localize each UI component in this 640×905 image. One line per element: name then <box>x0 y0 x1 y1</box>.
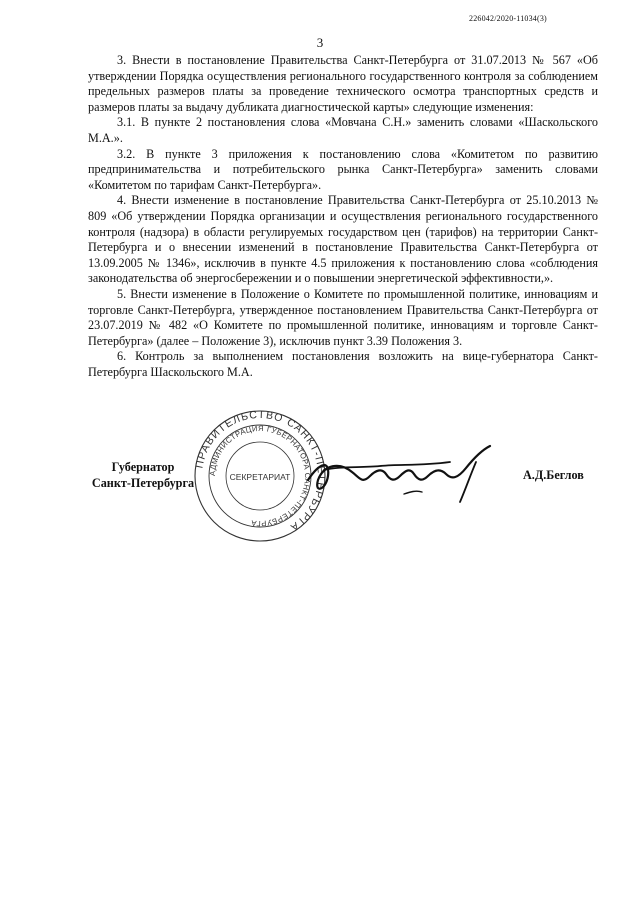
page-number: 3 <box>316 35 324 50</box>
signatory-name: А.Д.Беглов <box>523 468 584 482</box>
paragraph-3-1: 3.1. В пункте 2 постановления слова «Мовчана С.Н.» заменить словами «Шаскольского М.А.». <box>88 115 598 145</box>
document-registration-number: 226042/2020-11034(3) <box>469 14 547 23</box>
document-body <box>88 53 598 380</box>
seal-center-text: СЕКРЕТАРИАТ <box>229 472 291 482</box>
seal-outer-text: ПРАВИТЕЛЬСТВО САНКТ-ПЕТЕРБУРГА <box>193 409 327 534</box>
paragraph-3: 3. Внести в постановление Правительства Санкт-Петербурга от 31.07.2013 № 567 «Об утверждении Порядка осуществления регионального государственного контроля за соблюдением предельных размеров платы за проведение технического осмотра транспортных средств и размеров платы за выдачу дубликата диагностической карты» следующие изменения: <box>88 53 598 114</box>
paragraph-4: 4. Внести изменение в постановление Правительства Санкт-Петербурга от 25.10.2013 № 809 «Об утверждении Порядка организации и осуществления регионального государственного контроля (надзора) в области регулируемых государством цен (тарифов) на территории Санкт-Петербурга и о внесении изменений в постановление Правительства Санкт-Петербурга от 13.09.2005 № 1346», исключив в пункте 4.5 приложения к постановлению слова «соблюдения законодательства об энергосбережении и о повышении энергетической эффективности,». <box>88 193 598 286</box>
signatory-title-line1: Губернатор <box>111 460 175 474</box>
paragraph-5: 5. Внести изменение в Положение о Комитете по промышленной политике, инновациям и торговле Санкт-Петербурга, утвержденное постановлением Правительства Санкт-Петербурга от 23.07.2019 № 482 «О Комитете по промышленной политике, инновациям и торговле Санкт-Петербурга» (далее – Положение 3), исключив пункт 3.39 Положения 3. <box>88 286 598 348</box>
paragraph-6: 6. Контроль за выполнением постановления возложить на вице-губернатора Санкт-Петербурга Шаскольского М.А. <box>88 349 598 379</box>
seal-inner-text: АДМИНИСТРАЦИЯ ГУБЕРНАТОРА САНКТ-ПЕТЕРБУРГА <box>207 423 313 529</box>
paragraph-3-2: 3.2. В пункте 3 приложения к постановлению слова «Комитетом по развитию предпринимательства и потребительского рынка Санкт-Петербурга» заменить словами «Комитетом по тарифам Санкт-Петербурга». <box>88 146 598 192</box>
signatory-title <box>88 459 198 491</box>
handwritten-signature <box>300 432 500 512</box>
signatory-title-line2: Санкт-Петербурга <box>91 476 195 490</box>
